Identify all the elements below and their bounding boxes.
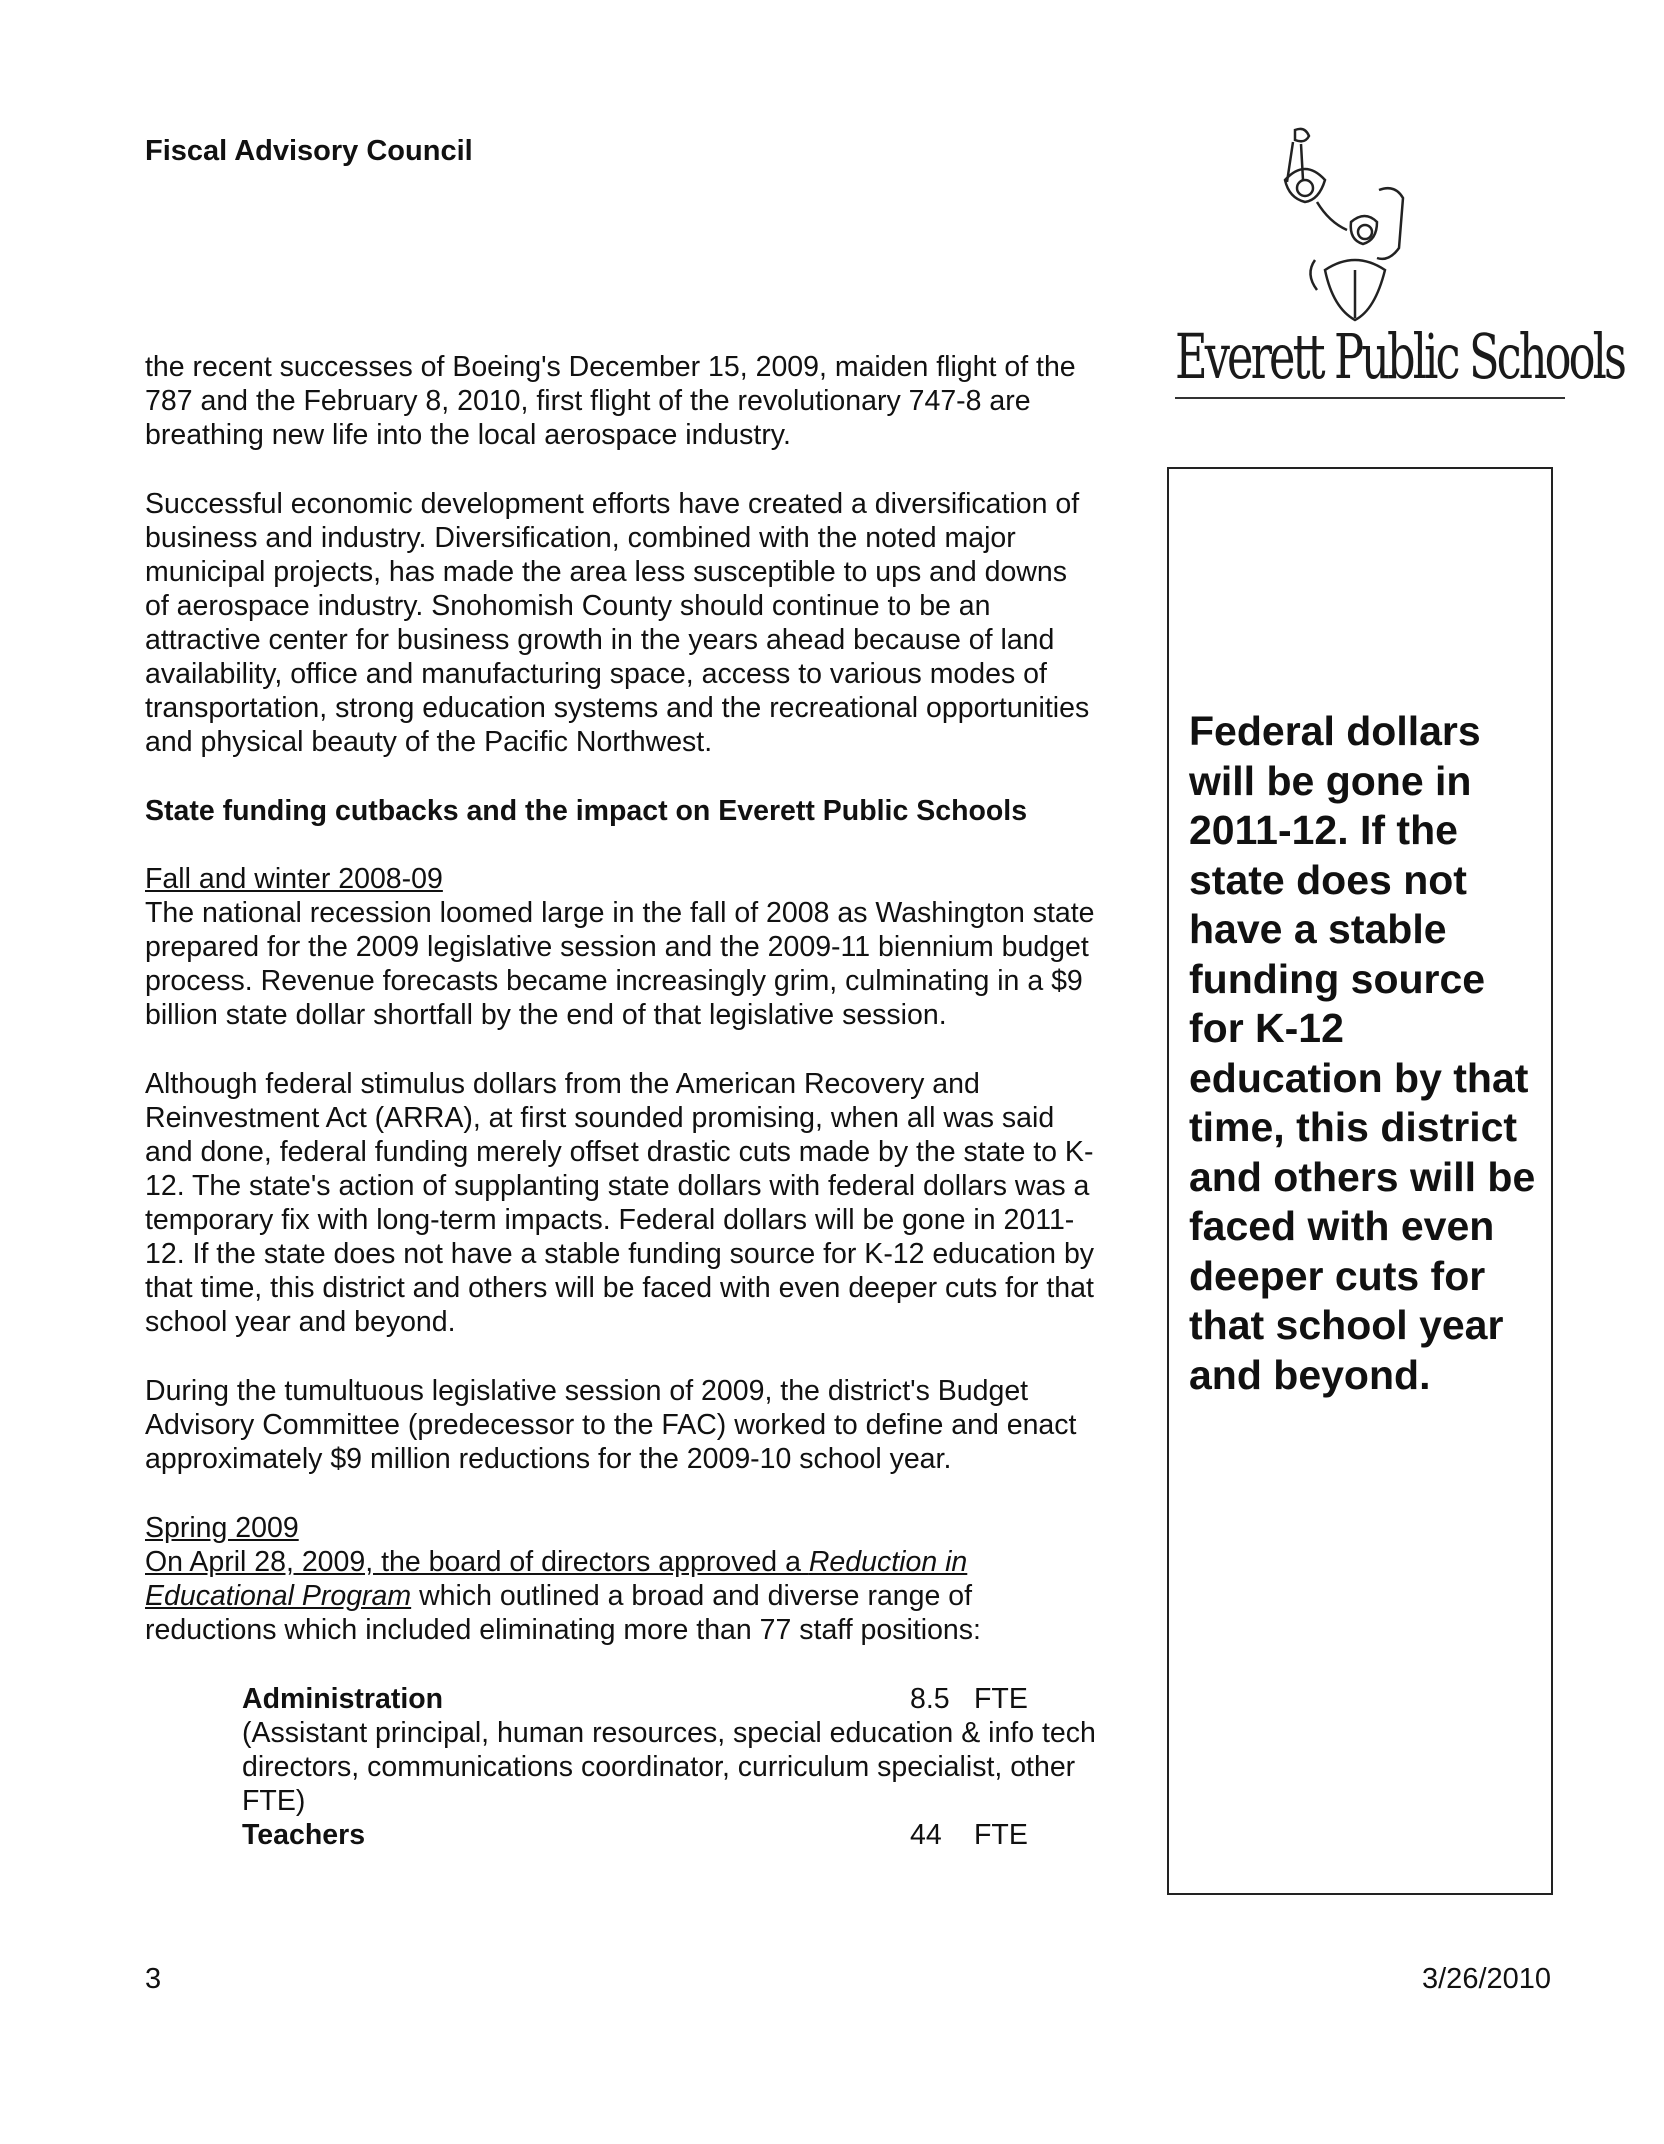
reduction-program-title: Reduction in Educational Program [145, 1546, 968, 1612]
list-item [242, 1818, 1092, 1852]
subheading-spring: Spring 2009 [145, 1512, 299, 1544]
list-item [242, 1682, 1092, 1716]
paragraph-recession: The national recession loomed large in the fall of 2008 as Washington state prepared for the 2009 legislative session and the 2009-11 biennium budget process. Revenue forecasts became increasingly grim, culminating in a $9 billion state dollar shortfall by the end of that legislative session. [145, 897, 1095, 1031]
page-number: 3 [145, 1963, 162, 1995]
pull-quote-box [1167, 467, 1553, 1895]
position-count: 44 [910, 1819, 942, 1851]
page-date: 3/26/2010 [1422, 1963, 1552, 1995]
position-description: (Assistant principal, human resources, special education & info tech directors, communications coordinator, curriculum specialist, other FTE) [242, 1717, 1096, 1817]
main-body [145, 350, 1095, 1852]
paragraph-federal-stimulus: Although federal stimulus dollars from the American Recovery and Reinvestment Act (ARRA), at first sounded promising, when all was said and done, federal funding merely offset drastic cuts made by the state to K-12. The state's action of supplanting state dollars with federal dollars was a temporary fix with long-term impacts. Federal dollars will be gone in 2011-12. If the state does not have a stable funding source for K-12 education by that time, this district and others will be faced with even deeper cuts for that school year and beyond. [145, 1068, 1095, 1338]
reduction-description: which outlined a broad and diverse range of reductions which included eliminating more than 77 staff positions: [145, 1580, 981, 1646]
position-name: Teachers [242, 1819, 366, 1851]
position-unit: FTE [974, 1683, 1028, 1715]
paragraph-legislative-session: During the tumultuous legislative session of 2009, the district's Budget Advisory Committee (predecessor to the FAC) worked to define and enact approximately $9 million reductions for the 2009-10 school year. [145, 1375, 1077, 1475]
document-header-title: Fiscal Advisory Council [145, 135, 473, 167]
section-heading: State funding cutbacks and the impact on Everett Public Schools [145, 795, 1028, 827]
paragraph-reduction-program [145, 1545, 1095, 1647]
logo-underline [1175, 397, 1565, 399]
position-count: 8.5 [910, 1683, 950, 1715]
subheading-fall-winter: Fall and winter 2008-09 [145, 863, 443, 895]
paragraph-aerospace: the recent successes of Boeing's December 15, 2009, maiden flight of the 787 and the February 8, 2010, first flight of the revolutionary 747-8 are breathing new life into the local aerospace industry. [145, 351, 1076, 451]
children-reading-icon [1255, 120, 1415, 330]
pull-quote-text: Federal dollars will be gone in 2011-12. If the state does not have a stable funding source for K-12 education by that time, this district and others will be faced with even deeper cuts for that school year and beyond. [1189, 708, 1536, 1398]
position-unit: FTE [974, 1819, 1028, 1851]
position-name: Administration [242, 1683, 444, 1715]
reduction-intro: On April 28, 2009, the board of directors approved a [145, 1546, 809, 1578]
staff-reductions-list [242, 1682, 1096, 1852]
district-name: Everett Public Schools [1175, 320, 1625, 393]
district-logo [1175, 120, 1625, 399]
paragraph-economic-development: Successful economic development efforts have created a diversification of business and industry. Diversification, combined with the noted major municipal projects, has made the area less susceptible to ups and downs of aerospace industry. Snohomish County should continue to be an attractive center for business growth in the years ahead because of land availability, office and manufacturing space, access to various modes of transportation, strong education systems and the recreational opportunities and physical beauty of the Pacific Northwest. [145, 488, 1090, 758]
